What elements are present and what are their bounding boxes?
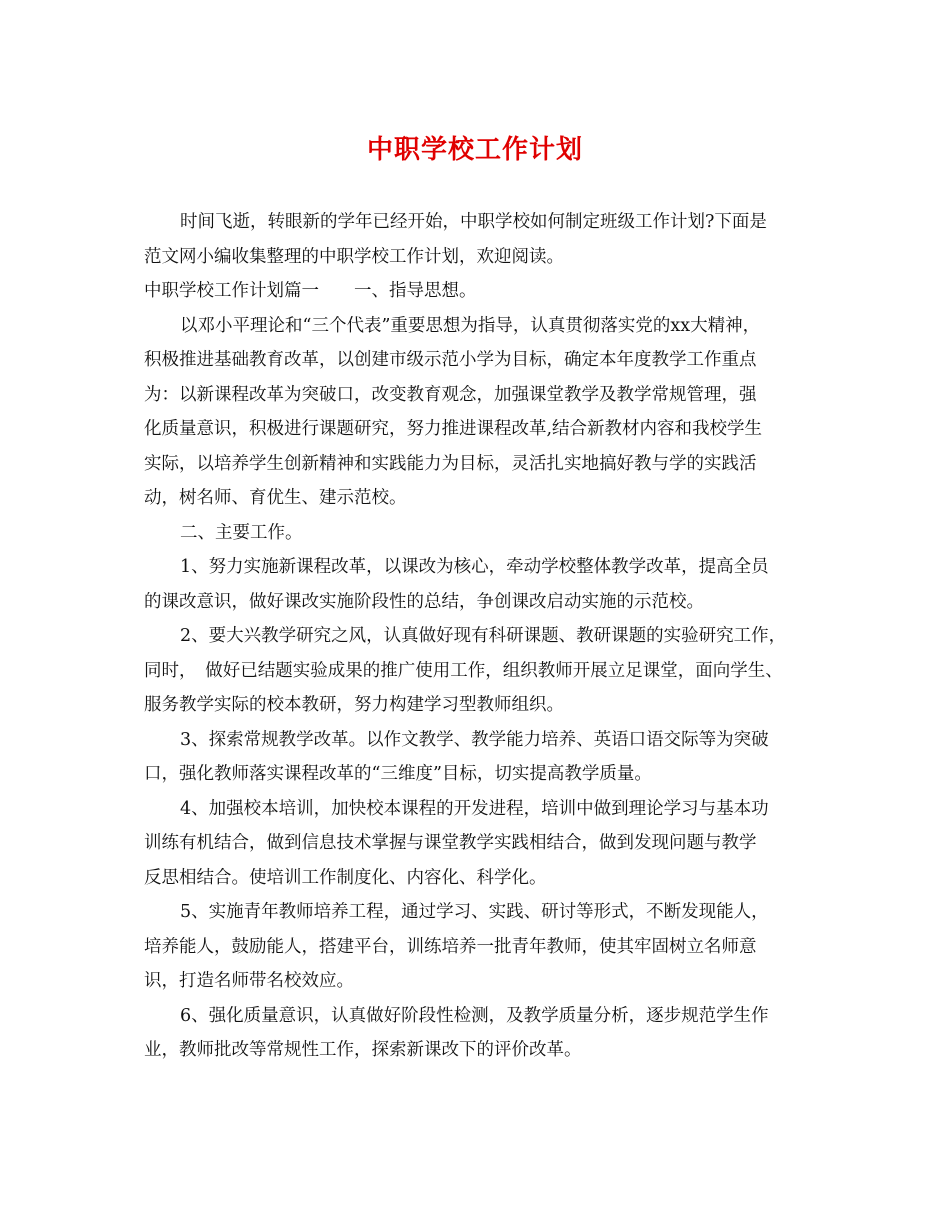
text-line: 6、强化质量意识，认真做好阶段性检测，及教学质量分析，逐步规范学生作 (180, 1005, 769, 1026)
text-line: 的课改意识，做好课改实施阶段性的总结，争创课改启动实施的示范校。 (144, 591, 704, 612)
text-line: 2、要大兴教学研究之风，认真做好现有科研课题、教研课题的实验研究工作， (180, 626, 787, 646)
document-title: 中职学校工作计划 (366, 135, 583, 165)
text-line: 范文网小编收集整理的中职学校工作计划，欢迎阅读。 (144, 246, 564, 267)
text-line: 为：以新课程改革为突破口，改变教育观念，加强课堂教学及教学常规管理，强 (144, 384, 757, 405)
text-line: 二、主要工作。 (180, 522, 303, 543)
text-line: 时间飞逝，转眼新的学年已经开始，中职学校如何制定班级工作计划?下面是 (180, 212, 767, 232)
text-line: 动，树名师、育优生、建示范校。 (144, 488, 407, 508)
text-line: 识，打造名师带名校效应。 (144, 971, 354, 991)
text-line: 3、探索常规教学改革。以作文教学、教学能力培养、英语口语交际等为突破 (180, 729, 769, 750)
text-line: 以邓小平理论和“三个代表”重要思想为指导，认真贯彻落实党的xx大精神， (180, 315, 761, 336)
text-line: 实际，以培养学生创新精神和实践能力为目标，灵活扎实地搞好教与学的实践活 (144, 453, 757, 474)
text-line: 4、加强校本培训，加快校本课程的开发进程，培训中做到理论学习与基本功 (180, 798, 769, 819)
document-body (144, 205, 814, 1068)
text-line: 1、努力实施新课程改革，以课改为核心，牵动学校整体教学改革，提高全员 (180, 557, 769, 577)
text-line: 服务教学实际的校本教研，努力构建学习型教师组织。 (144, 695, 564, 715)
text-line: 培养能人，鼓励能人，搭建平台，训练培养一批青年教师，使其牢固树立名师意 (144, 936, 757, 957)
text-line: 同时， 做好已结题实验成果的推广使用工作，组织教师开展立足课堂，面向学生、 (144, 660, 783, 681)
text-line: 口，强化教师落实课程改革的“三维度”目标，切实提高教学质量。 (144, 764, 652, 784)
text-line: 训练有机结合，做到信息技术掌握与课堂教学实践相结合，做到发现问题与教学 (144, 833, 757, 853)
text-line: 业，教师批改等常规性工作，探索新课改下的评价改革。 (144, 1040, 582, 1060)
text-line: 5、实施青年教师培养工程，通过学习、实践、研讨等形式，不断发现能人， (180, 902, 769, 922)
text-line: 积极推进基础教育改革，以创建市级示范小学为目标，确定本年度教学工作重点 (144, 350, 757, 370)
text-line: 反思相结合。使培训工作制度化、内容化、科学化。 (144, 867, 547, 888)
text-line: 中职学校工作计划篇一 一、指导思想。 (144, 281, 477, 301)
text-line: 化质量意识，积极进行课题研究，努力推进课程改革,结合新教材内容和我校学生 (144, 419, 763, 439)
